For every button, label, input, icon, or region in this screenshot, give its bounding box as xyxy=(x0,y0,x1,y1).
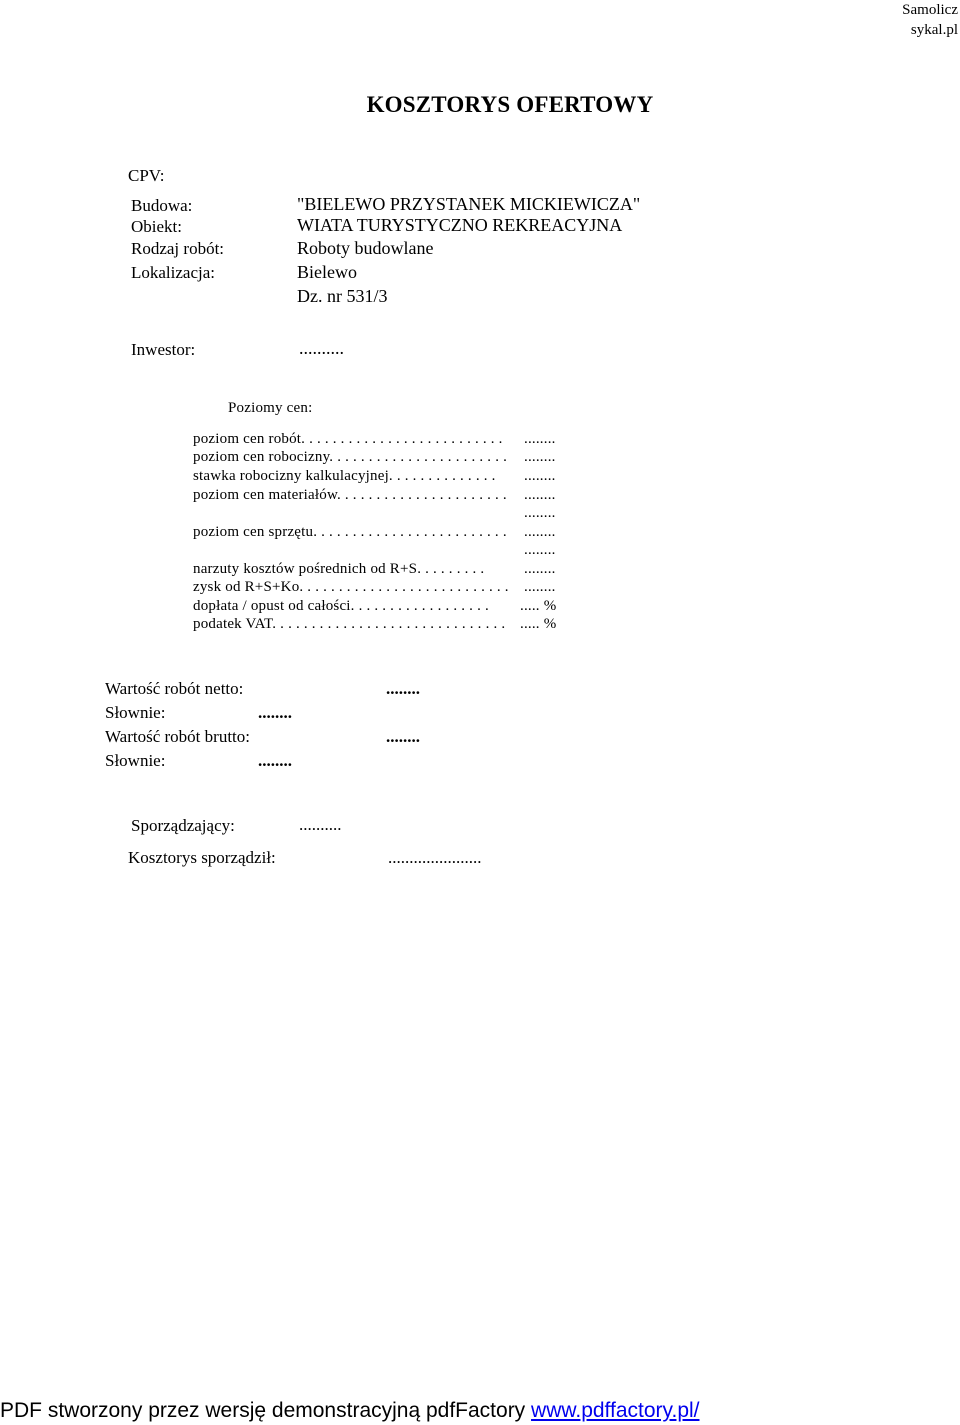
price-row-value: ........ xyxy=(524,561,556,577)
corner-line-2: sykal.pl xyxy=(910,22,958,38)
rodzaj-robot-label: Rodzaj robót: xyxy=(131,239,225,258)
slownie-netto-label: Słownie: xyxy=(105,703,166,722)
price-levels-heading: Poziomy cen: xyxy=(228,400,313,416)
budowa-label: Budowa: xyxy=(131,196,193,215)
price-row-label: stawka robocizny kalkulacyjnej. . . . . . . . . . . . . . xyxy=(193,468,496,484)
kosztorys-sporzadzil-label: Kosztorys sporządził: xyxy=(128,848,276,867)
price-row-value: ..... % xyxy=(520,598,557,614)
price-row-value: ........ xyxy=(524,579,556,595)
price-row-label: dopłata / opust od całości. . . . . . . . . . . . . . . . . . xyxy=(193,598,489,614)
brutto-label: Wartość robót brutto: xyxy=(105,727,250,746)
slownie-netto-value: ........ xyxy=(258,703,292,722)
price-row-value: ........ xyxy=(524,542,556,558)
price-row-value: ........ xyxy=(524,449,556,465)
price-row-value: ........ xyxy=(524,487,556,503)
price-row-value: ........ xyxy=(524,524,556,540)
kosztorys-sporzadzil-value: ...................... xyxy=(388,848,482,867)
inwestor-value: .......... xyxy=(299,338,344,358)
obiekt-value: WIATA TURYSTYCZNO REKREACYJNA xyxy=(297,215,623,235)
document-title: KOSZTORYS OFERTOWY xyxy=(366,92,654,117)
price-row-label: poziom cen robót. . . . . . . . . . . . . . . . . . . . . . . . . . xyxy=(193,431,503,447)
price-row-label: podatek VAT. . . . . . . . . . . . . . . . . . . . . . . . . . . . . . xyxy=(193,616,506,632)
slownie-brutto-value: ........ xyxy=(258,751,292,770)
slownie-brutto-label: Słownie: xyxy=(105,751,166,770)
rodzaj-robot-value: Roboty budowlane xyxy=(297,238,434,258)
footer-text: PDF stworzony przez wersję demonstracyjną pdfFactory xyxy=(0,1399,532,1422)
netto-value: ........ xyxy=(386,679,420,698)
lokalizacja-value-2: Dz. nr 531/3 xyxy=(297,286,388,306)
budowa-value: "BIELEWO PRZYSTANEK MICKIEWICZA" xyxy=(297,194,641,214)
price-row-label: zysk od R+S+Ko. . . . . . . . . . . . . . . . . . . . . . . . . . . xyxy=(193,579,509,595)
inwestor-label: Inwestor: xyxy=(131,340,196,359)
price-row-label: poziom cen materiałów. . . . . . . . . . . . . . . . . . . . . . xyxy=(193,487,507,503)
price-row-label: poziom cen robocizny. . . . . . . . . . . . . . . . . . . . . . . xyxy=(193,449,508,465)
price-row-value: ..... % xyxy=(520,616,557,632)
lokalizacja-label: Lokalizacja: xyxy=(131,263,216,282)
price-row-label: narzuty kosztów pośrednich od R+S. . . . . . . . . xyxy=(193,561,485,577)
footer-link[interactable]: www.pdffactory.pl/ xyxy=(531,1399,700,1422)
price-row-value: ........ xyxy=(524,505,556,521)
brutto-value: ........ xyxy=(386,727,420,746)
sporzadzajacy-value: .......... xyxy=(299,815,342,834)
netto-label: Wartość robót netto: xyxy=(105,679,244,698)
lokalizacja-value-1: Bielewo xyxy=(297,262,357,282)
corner-watermark xyxy=(902,0,958,40)
corner-line-1: Samolicz xyxy=(902,2,958,18)
cpv-label: CPV: xyxy=(128,166,165,185)
pdf-factory-footer xyxy=(0,1399,700,1423)
price-row-value: ........ xyxy=(524,468,556,484)
price-row-value: ........ xyxy=(524,431,556,447)
sporzadzajacy-label: Sporządzający: xyxy=(131,816,235,835)
obiekt-label: Obiekt: xyxy=(131,217,182,236)
price-row-label: poziom cen sprzętu. . . . . . . . . . . . . . . . . . . . . . . . . xyxy=(193,524,507,540)
